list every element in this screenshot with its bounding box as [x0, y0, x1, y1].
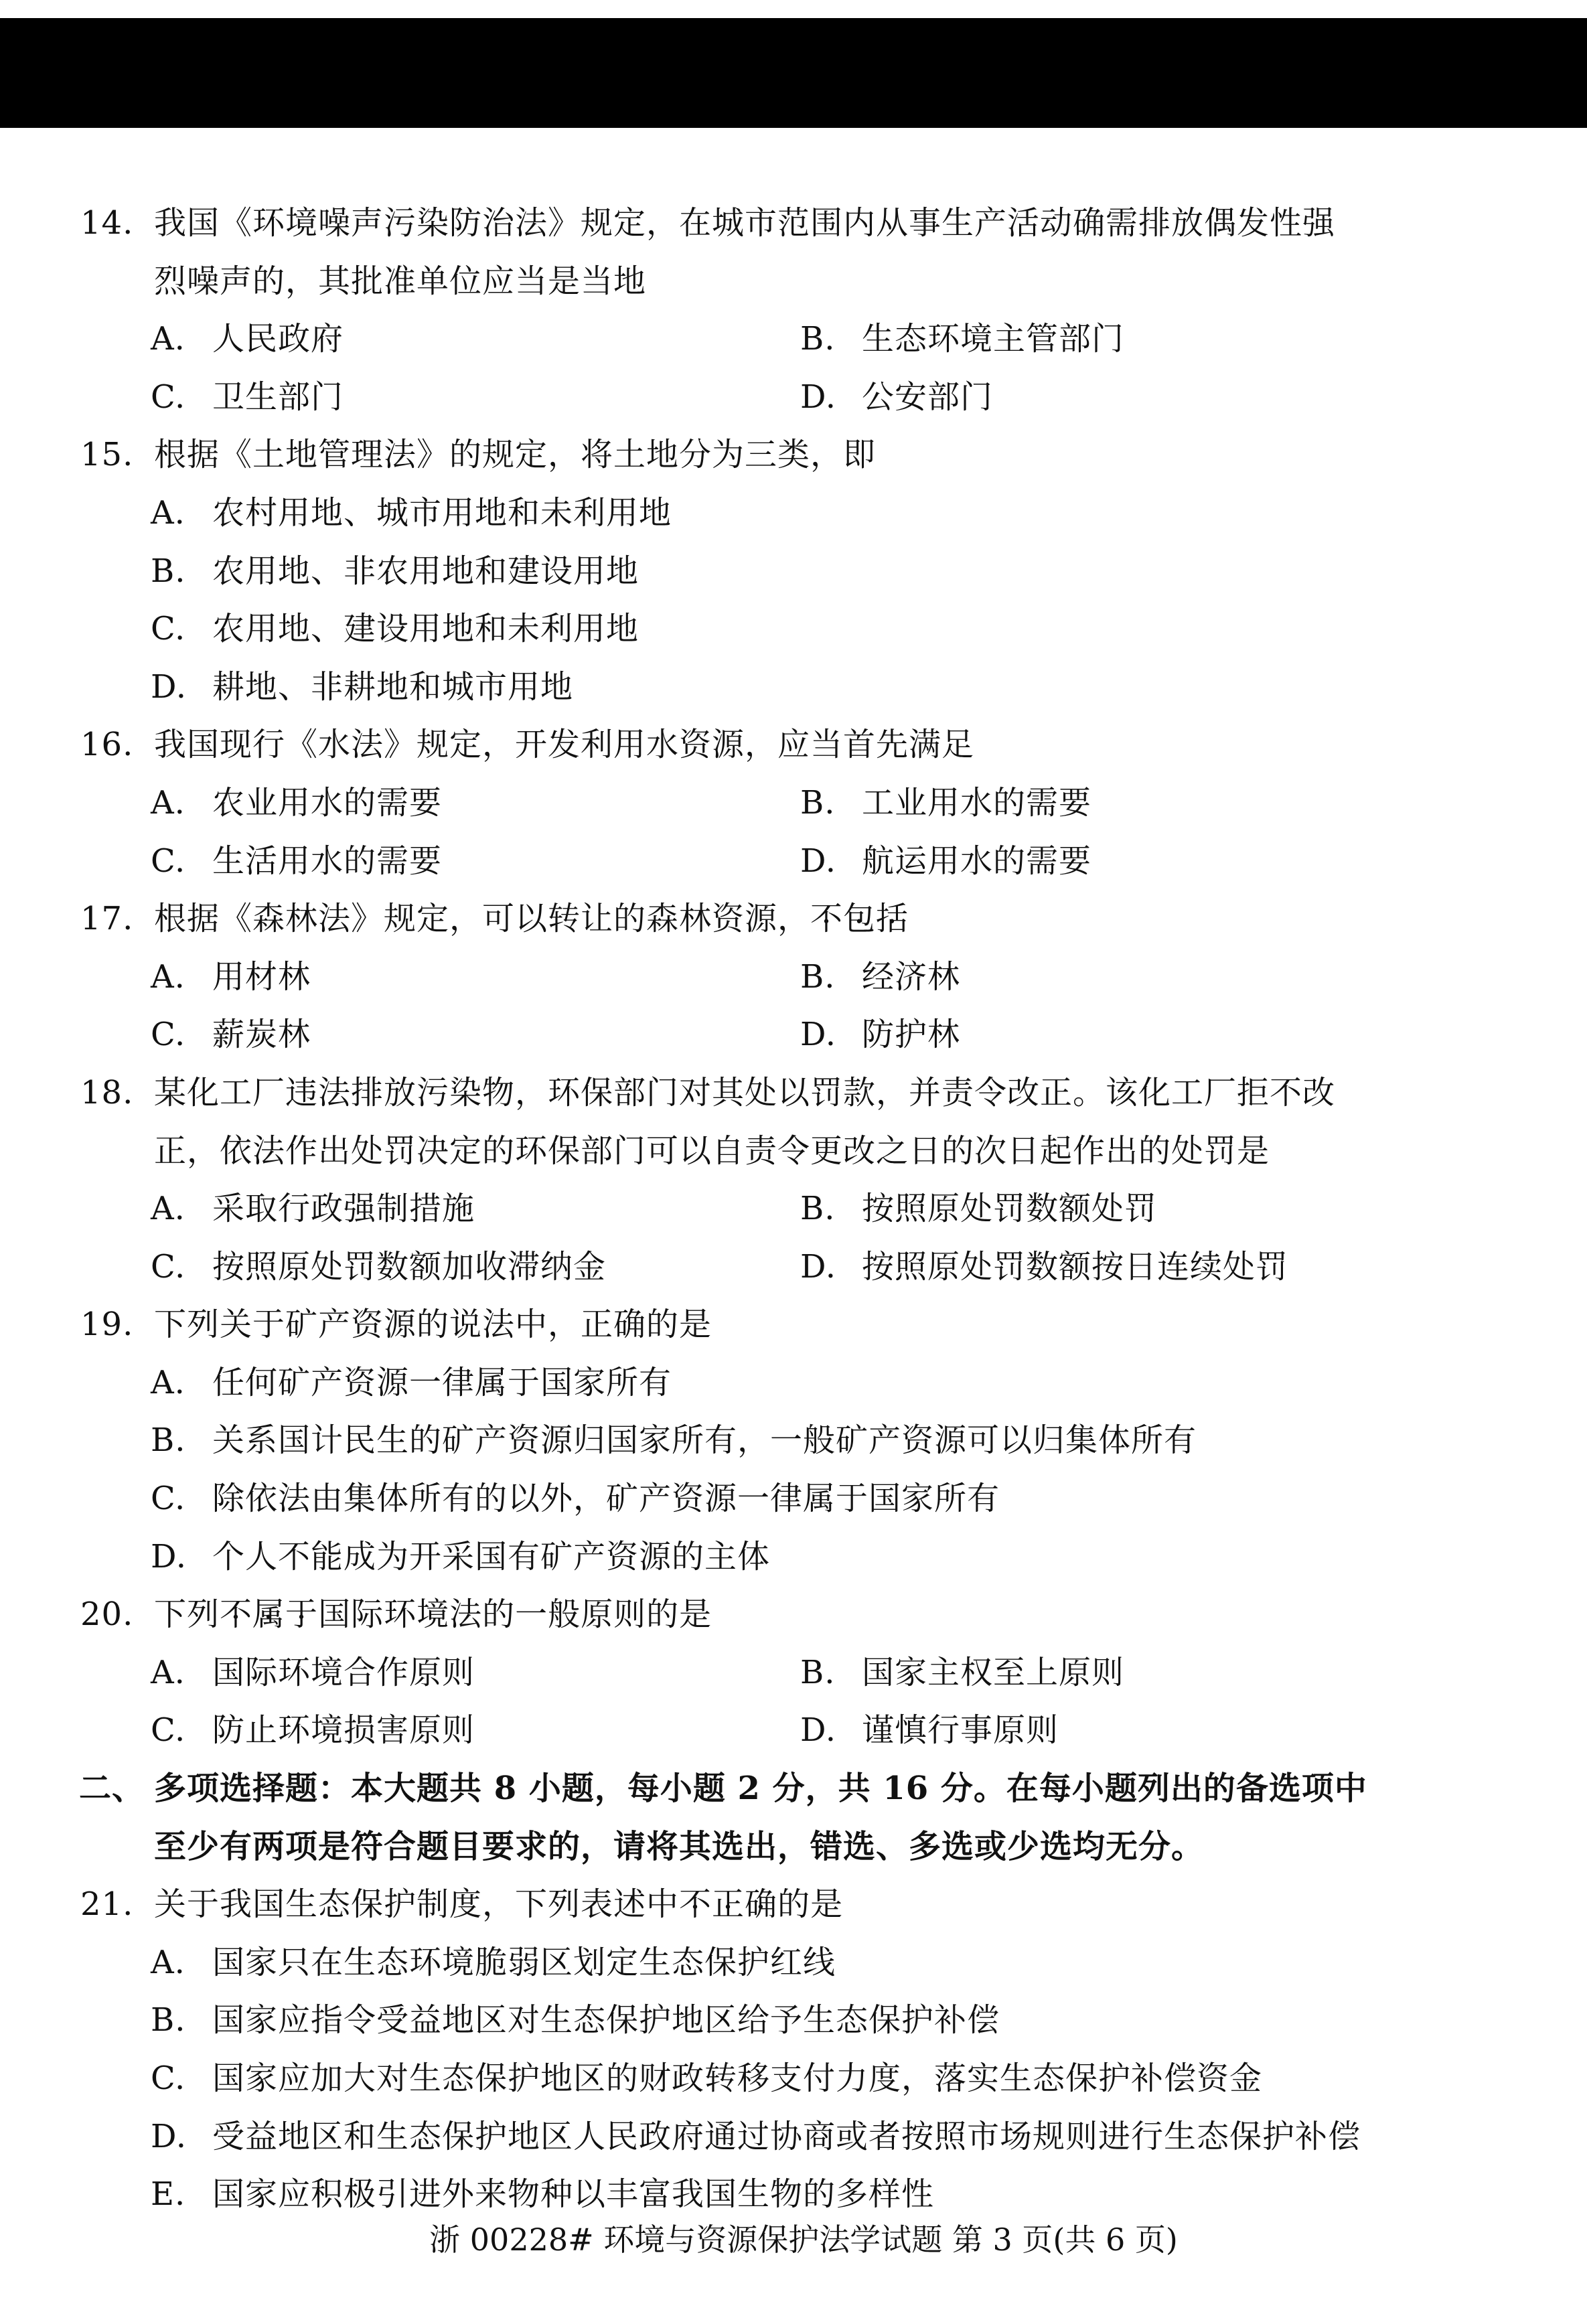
emphasis-char: 不 • — [810, 890, 843, 948]
question-20 — [0, 1585, 1587, 1760]
option-c: C. 除依法由集体所有的以外，矿产资源一律属于国家所有 — [151, 1480, 1000, 1518]
option-c: C. 生活用水的需要 — [151, 842, 443, 880]
question-number: 21. — [80, 1885, 134, 1924]
option-b: B. 按照原处罚数额处罚 — [800, 1190, 1158, 1228]
option-d: D. 受益地区和生态保护地区人民政府通过协商或者按照市场规则进行生态保护补偿 — [151, 2117, 1361, 2155]
option-a: A. 任何矿产资源一律属于国家所有 — [151, 1363, 672, 1401]
question-number: 15. — [80, 436, 134, 474]
emphasis-char: 确 • — [745, 1875, 777, 1934]
option-a: A. 国际环境合作原则 — [151, 1653, 475, 1691]
option-a: A. 国家只在生态环境脆弱区划定生态保护红线 — [151, 1943, 836, 1981]
section-instructions-cont: 至少有两项是符合题目要求的，请将其选出，错选、多选或少选均无分。 — [154, 1827, 1205, 1865]
option-b: B. 关系国计民生的矿产资源归国家所有，一般矿产资源可以归集体所有 — [151, 1421, 1197, 1460]
option-b: B. 生态环境主管部门 — [800, 320, 1125, 358]
option-b: B. 国家主权至上原则 — [800, 1653, 1125, 1691]
option-d: D. 防护林 — [800, 1016, 961, 1054]
question-text: 根据《土地管理法》的规定，将土地分为三类，即 — [154, 436, 877, 474]
option-a: A. 人民政府 — [151, 320, 344, 358]
section-2-heading — [0, 1760, 1587, 1875]
question-text-cont: 正，依法作出处罚决定的环保部门可以自责令更改之日的次日起作出的处罚是 — [154, 1132, 1270, 1170]
emphasis-char: 不 • — [220, 1585, 252, 1644]
emphasis-char: 包 • — [843, 890, 876, 948]
question-number: 18. — [80, 1073, 134, 1111]
redaction-band — [0, 18, 1587, 128]
question-number: 16. — [80, 726, 134, 764]
question-number: 20. — [80, 1596, 134, 1634]
question-14 — [0, 194, 1587, 426]
question-21 — [0, 1875, 1587, 2224]
question-19 — [0, 1296, 1587, 1585]
option-b: B. 农用地、非农用地和建设用地 — [151, 552, 639, 590]
option-c: C. 薪炭林 — [151, 1016, 311, 1054]
question-18 — [0, 1064, 1587, 1296]
question-text: 下列关于矿产资源的说法中，正确的是 — [154, 1306, 712, 1344]
option-d: D. 耕地、非耕地和城市用地 — [151, 668, 574, 706]
question-text: 下列不 •属 •于 •国际环境法的一般原则的是 — [154, 1585, 712, 1644]
question-text: 关于我国生态保护制度，下列表述中不 •正 •确 •的是 — [154, 1875, 843, 1934]
option-a: A. 农业用水的需要 — [151, 783, 443, 822]
page-footer: 浙 00228# 环境与资源保护法学试题 第 3 页(共 6 页) — [429, 2222, 1178, 2258]
option-d: D. 公安部门 — [800, 378, 994, 416]
option-d: D. 航运用水的需要 — [800, 842, 1092, 880]
question-text: 根据《森林法》规定，可以转让的森林资源，不 •包 •括 • — [154, 890, 909, 948]
option-d: D. 谨慎行事原则 — [800, 1711, 1059, 1750]
option-a: A. 采取行政强制措施 — [151, 1190, 475, 1228]
option-c: C. 按照原处罚数额加收滞纳金 — [151, 1247, 607, 1286]
option-c: C. 防止环境损害原则 — [151, 1711, 475, 1750]
option-d: D. 个人不能成为开采国有矿产资源的主体 — [151, 1537, 771, 1575]
emphasis-char: 不 • — [679, 1875, 712, 1934]
question-number: 17. — [80, 900, 134, 938]
section-instructions: 多项选择题：本大题共 8 小题，每小题 2 分，共 16 分。在每小题列出的备选项中 — [154, 1770, 1367, 1808]
question-16 — [0, 716, 1587, 890]
option-a: A. 农村用地、城市用地和未利用地 — [151, 493, 672, 532]
emphasis-char: 属 • — [252, 1585, 285, 1644]
exam-content — [0, 194, 1587, 2224]
option-c: C. 卫生部门 — [151, 378, 344, 416]
option-b: B. 经济林 — [800, 957, 961, 996]
question-text: 我国《环境噪声污染防治法》规定，在城市范围内从事生产活动确需排放偶发性强 — [154, 204, 1336, 242]
emphasis-char: 括 • — [876, 890, 909, 948]
emphasis-char: 正 • — [712, 1875, 745, 1934]
question-text-cont: 烈噪声的，其批准单位应当是当地 — [154, 262, 647, 300]
option-b: B. 工业用水的需要 — [800, 783, 1092, 822]
option-b: B. 国家应指令受益地区对生态保护地区给予生态保护补偿 — [151, 2001, 1000, 2039]
question-17 — [0, 890, 1587, 1064]
option-d: D. 按照原处罚数额按日连续处罚 — [800, 1247, 1289, 1286]
question-text: 某化工厂违法排放污染物，环保部门对其处以罚款，并责令改正。该化工厂拒不改 — [154, 1073, 1336, 1111]
option-e: E. 国家应积极引进外来物种以丰富我国生物的多样性 — [151, 2175, 935, 2214]
question-number: 14. — [80, 204, 134, 242]
emphasis-char: 于 • — [285, 1585, 318, 1644]
option-c: C. 国家应加大对生态保护地区的财政转移支付力度，落实生态保护补偿资金 — [151, 2060, 1263, 2097]
option-a: A. 用材林 — [151, 957, 311, 996]
question-number: 19. — [80, 1306, 134, 1344]
question-15 — [0, 426, 1587, 716]
option-c: C. 农用地、建设用地和未利用地 — [151, 610, 639, 648]
section-number: 二、 — [79, 1770, 145, 1808]
question-text: 我国现行《水法》规定，开发利用水资源，应当首先满足 — [154, 726, 975, 764]
